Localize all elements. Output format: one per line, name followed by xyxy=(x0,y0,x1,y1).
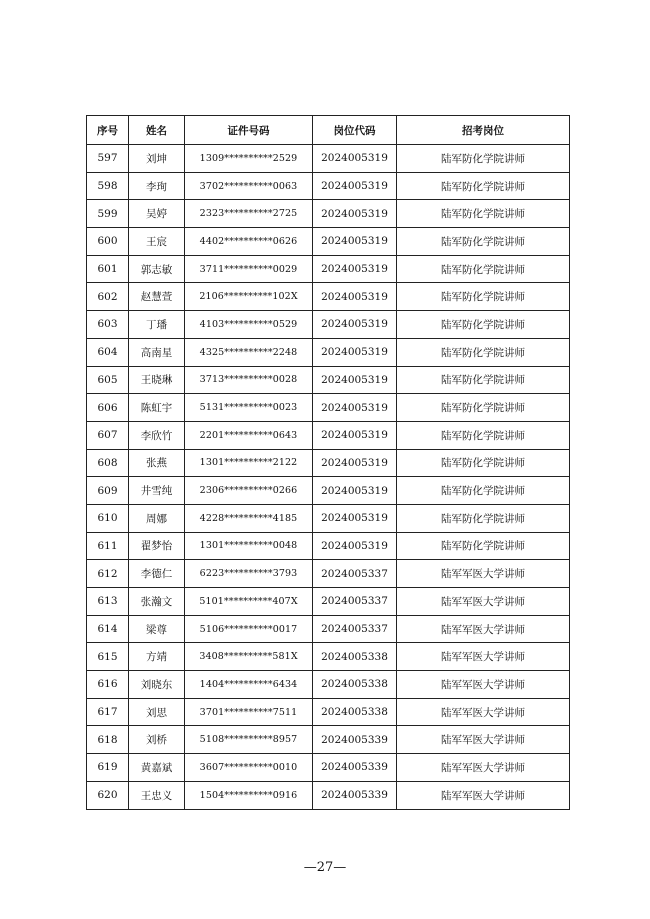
serial-cell: 613 xyxy=(87,588,129,616)
serial-cell: 603 xyxy=(87,311,129,339)
serial-cell: 619 xyxy=(87,754,129,782)
position-code-cell: 2024005338 xyxy=(313,643,397,671)
serial-cell: 605 xyxy=(87,366,129,394)
position-code-cell: 2024005319 xyxy=(313,200,397,228)
table-row xyxy=(87,338,570,366)
id-number-cell: 5106**********0017 xyxy=(185,615,313,643)
serial-cell: 604 xyxy=(87,338,129,366)
serial-cell: 608 xyxy=(87,449,129,477)
position-code-cell: 2024005319 xyxy=(313,338,397,366)
serial-cell: 609 xyxy=(87,477,129,505)
table-row xyxy=(87,366,570,394)
id-number-cell: 2306**********0266 xyxy=(185,477,313,505)
position-cell: 陆军军医大学讲师 xyxy=(397,698,570,726)
table-header-row xyxy=(87,116,570,145)
position-code-cell: 2024005337 xyxy=(313,615,397,643)
id-number-cell: 5131**********0023 xyxy=(185,394,313,422)
header-position-code: 岗位代码 xyxy=(313,116,397,145)
position-cell: 陆军防化学院讲师 xyxy=(397,200,570,228)
table-row xyxy=(87,283,570,311)
position-code-cell: 2024005319 xyxy=(313,394,397,422)
position-code-cell: 2024005319 xyxy=(313,228,397,256)
name-cell: 刘晓东 xyxy=(129,671,185,699)
position-cell: 陆军防化学院讲师 xyxy=(397,394,570,422)
position-code-cell: 2024005319 xyxy=(313,145,397,173)
position-code-cell: 2024005319 xyxy=(313,421,397,449)
position-cell: 陆军防化学院讲师 xyxy=(397,449,570,477)
position-cell: 陆军防化学院讲师 xyxy=(397,255,570,283)
position-cell: 陆军军医大学讲师 xyxy=(397,754,570,782)
id-number-cell: 2106**********102X xyxy=(185,283,313,311)
id-number-cell: 1301**********2122 xyxy=(185,449,313,477)
position-cell: 陆军军医大学讲师 xyxy=(397,726,570,754)
serial-cell: 607 xyxy=(87,421,129,449)
position-code-cell: 2024005338 xyxy=(313,671,397,699)
serial-cell: 597 xyxy=(87,145,129,173)
id-number-cell: 5108**********8957 xyxy=(185,726,313,754)
position-cell: 陆军防化学院讲师 xyxy=(397,366,570,394)
id-number-cell: 4325**********2248 xyxy=(185,338,313,366)
serial-cell: 599 xyxy=(87,200,129,228)
table-row xyxy=(87,449,570,477)
position-cell: 陆军防化学院讲师 xyxy=(397,338,570,366)
name-cell: 张燕 xyxy=(129,449,185,477)
table-row xyxy=(87,421,570,449)
serial-cell: 615 xyxy=(87,643,129,671)
name-cell: 王晓琳 xyxy=(129,366,185,394)
id-number-cell: 4103**********0529 xyxy=(185,311,313,339)
name-cell: 李德仁 xyxy=(129,560,185,588)
position-code-cell: 2024005319 xyxy=(313,504,397,532)
serial-cell: 612 xyxy=(87,560,129,588)
position-cell: 陆军防化学院讲师 xyxy=(397,532,570,560)
position-code-cell: 2024005319 xyxy=(313,477,397,505)
table-row xyxy=(87,228,570,256)
serial-cell: 611 xyxy=(87,532,129,560)
position-cell: 陆军防化学院讲师 xyxy=(397,421,570,449)
serial-cell: 620 xyxy=(87,781,129,809)
position-code-cell: 2024005338 xyxy=(313,698,397,726)
name-cell: 郭志敏 xyxy=(129,255,185,283)
position-cell: 陆军军医大学讲师 xyxy=(397,781,570,809)
position-code-cell: 2024005319 xyxy=(313,172,397,200)
id-number-cell: 3702**********0063 xyxy=(185,172,313,200)
id-number-cell: 3701**********7511 xyxy=(185,698,313,726)
table-row xyxy=(87,615,570,643)
name-cell: 黄嘉斌 xyxy=(129,754,185,782)
position-code-cell: 2024005339 xyxy=(313,781,397,809)
header-name: 姓名 xyxy=(129,116,185,145)
table-row xyxy=(87,726,570,754)
table-row xyxy=(87,145,570,173)
table-row xyxy=(87,643,570,671)
name-cell: 张瀚文 xyxy=(129,588,185,616)
header-position: 招考岗位 xyxy=(397,116,570,145)
table-row xyxy=(87,311,570,339)
name-cell: 梁尊 xyxy=(129,615,185,643)
candidate-table xyxy=(86,115,570,810)
id-number-cell: 3607**********0010 xyxy=(185,754,313,782)
name-cell: 赵慧萱 xyxy=(129,283,185,311)
serial-cell: 600 xyxy=(87,228,129,256)
table-row xyxy=(87,394,570,422)
position-cell: 陆军防化学院讲师 xyxy=(397,145,570,173)
table-row xyxy=(87,255,570,283)
serial-cell: 616 xyxy=(87,671,129,699)
name-cell: 刘思 xyxy=(129,698,185,726)
name-cell: 翟梦怡 xyxy=(129,532,185,560)
table-row xyxy=(87,504,570,532)
id-number-cell: 6223**********3793 xyxy=(185,560,313,588)
header-id-number: 证件号码 xyxy=(185,116,313,145)
id-number-cell: 3713**********0028 xyxy=(185,366,313,394)
serial-cell: 614 xyxy=(87,615,129,643)
position-code-cell: 2024005319 xyxy=(313,283,397,311)
table-row xyxy=(87,588,570,616)
name-cell: 吴婷 xyxy=(129,200,185,228)
position-cell: 陆军防化学院讲师 xyxy=(397,311,570,339)
table-row xyxy=(87,754,570,782)
table-row xyxy=(87,781,570,809)
position-code-cell: 2024005337 xyxy=(313,560,397,588)
serial-cell: 618 xyxy=(87,726,129,754)
id-number-cell: 1301**********0048 xyxy=(185,532,313,560)
id-number-cell: 4228**********4185 xyxy=(185,504,313,532)
table-row xyxy=(87,532,570,560)
table-row xyxy=(87,560,570,588)
position-code-cell: 2024005319 xyxy=(313,255,397,283)
name-cell: 刘桥 xyxy=(129,726,185,754)
position-code-cell: 2024005337 xyxy=(313,588,397,616)
id-number-cell: 2323**********2725 xyxy=(185,200,313,228)
position-cell: 陆军军医大学讲师 xyxy=(397,588,570,616)
position-code-cell: 2024005339 xyxy=(313,726,397,754)
page-number: —27— xyxy=(303,860,347,875)
name-cell: 周娜 xyxy=(129,504,185,532)
position-cell: 陆军防化学院讲师 xyxy=(397,228,570,256)
table-row xyxy=(87,671,570,699)
position-cell: 陆军防化学院讲师 xyxy=(397,172,570,200)
table-body xyxy=(87,145,570,810)
serial-cell: 601 xyxy=(87,255,129,283)
id-number-cell: 4402**********0626 xyxy=(185,228,313,256)
header-serial: 序号 xyxy=(87,116,129,145)
position-cell: 陆军防化学院讲师 xyxy=(397,477,570,505)
table-row xyxy=(87,200,570,228)
position-code-cell: 2024005319 xyxy=(313,449,397,477)
id-number-cell: 3408**********581X xyxy=(185,643,313,671)
name-cell: 井雪纯 xyxy=(129,477,185,505)
name-cell: 丁璠 xyxy=(129,311,185,339)
id-number-cell: 1404**********6434 xyxy=(185,671,313,699)
position-cell: 陆军军医大学讲师 xyxy=(397,560,570,588)
position-cell: 陆军军医大学讲师 xyxy=(397,643,570,671)
id-number-cell: 5101**********407X xyxy=(185,588,313,616)
name-cell: 王忠义 xyxy=(129,781,185,809)
position-code-cell: 2024005319 xyxy=(313,366,397,394)
table-row xyxy=(87,172,570,200)
name-cell: 刘坤 xyxy=(129,145,185,173)
serial-cell: 617 xyxy=(87,698,129,726)
name-cell: 高南星 xyxy=(129,338,185,366)
position-code-cell: 2024005319 xyxy=(313,532,397,560)
position-cell: 陆军军医大学讲师 xyxy=(397,615,570,643)
position-cell: 陆军防化学院讲师 xyxy=(397,283,570,311)
name-cell: 王宸 xyxy=(129,228,185,256)
serial-cell: 598 xyxy=(87,172,129,200)
name-cell: 方靖 xyxy=(129,643,185,671)
position-code-cell: 2024005319 xyxy=(313,311,397,339)
position-cell: 陆军军医大学讲师 xyxy=(397,671,570,699)
id-number-cell: 1309**********2529 xyxy=(185,145,313,173)
id-number-cell: 3711**********0029 xyxy=(185,255,313,283)
table-row xyxy=(87,698,570,726)
serial-cell: 606 xyxy=(87,394,129,422)
id-number-cell: 1504**********0916 xyxy=(185,781,313,809)
position-cell: 陆军防化学院讲师 xyxy=(397,504,570,532)
name-cell: 李珣 xyxy=(129,172,185,200)
serial-cell: 610 xyxy=(87,504,129,532)
table-row xyxy=(87,477,570,505)
name-cell: 李欣竹 xyxy=(129,421,185,449)
serial-cell: 602 xyxy=(87,283,129,311)
name-cell: 陈虹宇 xyxy=(129,394,185,422)
position-code-cell: 2024005339 xyxy=(313,754,397,782)
id-number-cell: 2201**********0643 xyxy=(185,421,313,449)
